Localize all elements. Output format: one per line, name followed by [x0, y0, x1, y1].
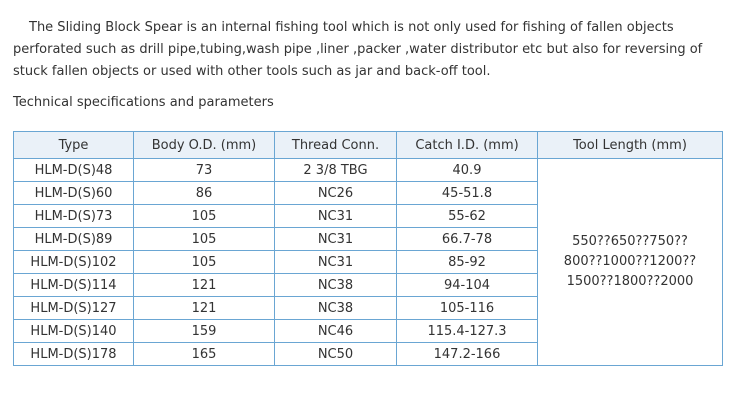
cell-thread: NC26 [275, 182, 397, 205]
cell-catch-id: 105-116 [397, 297, 538, 320]
cell-type: HLM-D(S)73 [14, 205, 134, 228]
cell-body-od: 86 [134, 182, 275, 205]
cell-catch-id: 40.9 [397, 159, 538, 182]
cell-catch-id: 55-62 [397, 205, 538, 228]
cell-type: HLM-D(S)140 [14, 320, 134, 343]
cell-type: HLM-D(S)60 [14, 182, 134, 205]
cell-type: HLM-D(S)127 [14, 297, 134, 320]
header-row [14, 132, 723, 159]
cell-catch-id: 94-104 [397, 274, 538, 297]
cell-type: HLM-D(S)48 [14, 159, 134, 182]
cell-thread: NC31 [275, 228, 397, 251]
section-title: Technical specifications and parameters [13, 95, 274, 110]
cell-catch-id: 115.4-127.3 [397, 320, 538, 343]
cell-thread: NC38 [275, 274, 397, 297]
cell-type: HLM-D(S)178 [14, 343, 134, 366]
cell-type: HLM-D(S)102 [14, 251, 134, 274]
cell-tool-length [538, 159, 723, 366]
header-type: Type [14, 132, 134, 159]
header-tool-length: Tool Length (mm) [538, 132, 723, 159]
header-thread: Thread Conn. [275, 132, 397, 159]
cell-catch-id: 147.2-166 [397, 343, 538, 366]
specs-table [13, 131, 723, 366]
cell-body-od: 105 [134, 251, 275, 274]
cell-body-od: 159 [134, 320, 275, 343]
table-row [14, 159, 723, 182]
cell-type: HLM-D(S)89 [14, 228, 134, 251]
cell-thread: NC50 [275, 343, 397, 366]
header-catch-id: Catch I.D. (mm) [397, 132, 538, 159]
cell-thread: 2 3/8 TBG [275, 159, 397, 182]
cell-catch-id: 45-51.8 [397, 182, 538, 205]
cell-thread: NC46 [275, 320, 397, 343]
cell-body-od: 121 [134, 274, 275, 297]
cell-body-od: 121 [134, 297, 275, 320]
cell-body-od: 165 [134, 343, 275, 366]
header-body-od: Body O.D. (mm) [134, 132, 275, 159]
cell-body-od: 105 [134, 205, 275, 228]
cell-thread: NC31 [275, 251, 397, 274]
cell-thread: NC38 [275, 297, 397, 320]
cell-body-od: 73 [134, 159, 275, 182]
tool-length-line: 550??650??750?? [572, 234, 688, 249]
cell-thread: NC31 [275, 205, 397, 228]
cell-body-od: 105 [134, 228, 275, 251]
cell-catch-id: 85-92 [397, 251, 538, 274]
cell-type: HLM-D(S)114 [14, 274, 134, 297]
tool-length-line: 800??1000??1200?? [563, 254, 697, 269]
intro-paragraph: The Sliding Block Spear is an internal fishing tool which is not only used for fishing of fallen objects perforated such as drill pipe,tubing,wash pipe ,liner ,packer ,water distributor etc but also for reversing of stuck fallen objects or used with other tools such as jar and back-off tool. [13, 20, 703, 79]
cell-catch-id: 66.7-78 [397, 228, 538, 251]
tool-length-line: 1500??1800??2000 [566, 274, 694, 289]
